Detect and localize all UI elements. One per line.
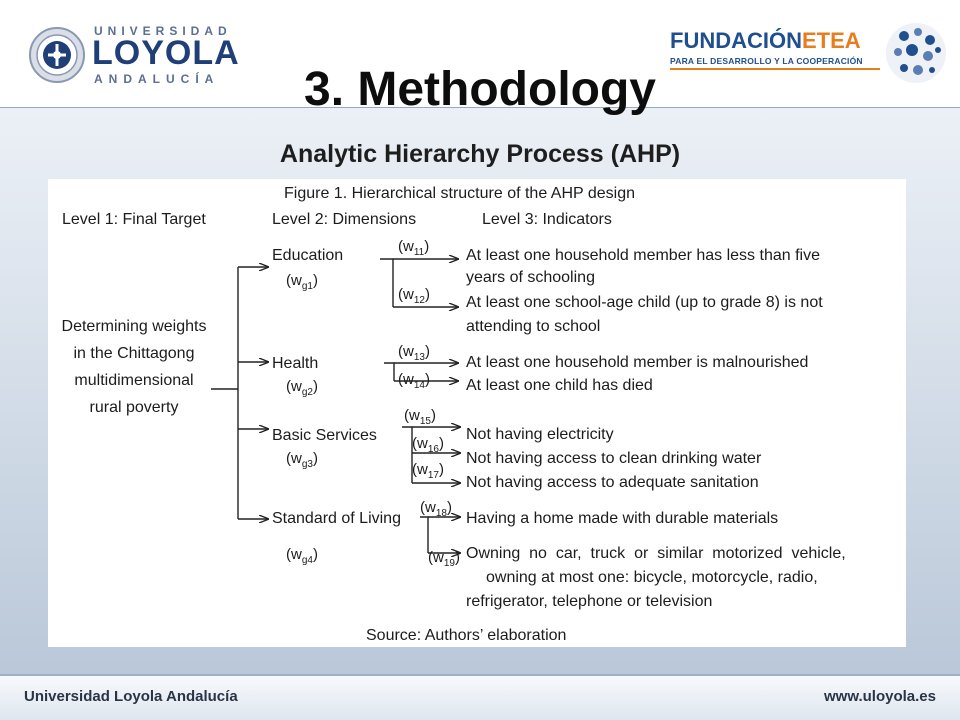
weight-subscript: 19 — [443, 558, 455, 569]
indicator-weight: $(w_{19})$ — [428, 549, 460, 569]
weight-symbol: w — [403, 371, 414, 388]
weight-subscript: 13 — [413, 352, 425, 363]
loyola-bottom-text: ANDALUCÍA — [94, 72, 220, 86]
weight-symbol: w — [291, 546, 302, 563]
footer-website-link[interactable]: www.uloyola.es — [824, 688, 936, 705]
weight-subscript: g1 — [301, 281, 313, 292]
weight-subscript: 15 — [419, 416, 431, 427]
weight-symbol: w — [403, 286, 414, 303]
etea-sub-text: PARA EL DESARROLLO Y LA COOPERACIÓN — [670, 56, 863, 66]
weight-subscript: 16 — [427, 444, 439, 455]
weight-symbol: w — [403, 238, 414, 255]
weight-subscript: 11 — [413, 247, 425, 258]
figure-caption: Figure 1. Hierarchical structure of the AHP design — [284, 185, 635, 202]
weight-subscript: 18 — [435, 508, 447, 519]
indicator-weight: $(w_{11})$ — [398, 238, 430, 258]
indicator-text: At least one household member has less than five — [466, 247, 820, 264]
indicator-weight: $(w_{15})$ — [404, 407, 436, 427]
weight-subscript: 12 — [413, 295, 425, 306]
figure-source: Source: Authors’ elaboration — [366, 627, 567, 644]
etea-main-part1: FUNDACIÓN — [670, 28, 802, 53]
dimension-weight: $(w_{g2})$ — [286, 378, 318, 398]
weight-symbol: w — [417, 461, 428, 478]
dimension-weight: $(w_{g3})$ — [286, 450, 318, 470]
weight-subscript: g4 — [301, 555, 313, 566]
weight-symbol: w — [433, 549, 444, 566]
dimension-name: Health — [272, 355, 319, 372]
footer-university: Universidad Loyola Andalucía — [24, 688, 238, 705]
indicator-text: years of schooling — [466, 269, 595, 286]
indicator-text: At least one household member is malnourished — [466, 354, 809, 371]
indicator-text: Having a home made with durable materials — [466, 510, 779, 527]
ahp-figure — [48, 179, 906, 647]
loyola-top-text: UNIVERSIDAD — [94, 24, 232, 38]
indicator-text: owning at most one: bicycle, motorcycle, radio, — [486, 569, 818, 586]
indicator-weight: $(w_{17})$ — [412, 461, 444, 481]
level3-header: Level 3: Indicators — [482, 211, 612, 228]
weight-symbol: w — [409, 407, 420, 424]
indicator-text: Not having electricity — [466, 426, 614, 443]
indicator-weight: $(w_{12})$ — [398, 286, 430, 306]
slide-footer — [0, 674, 960, 720]
final-target: Determining weights in the Chittagong multidimensional rural poverty — [61, 318, 207, 416]
indicator-text: attending to school — [466, 318, 601, 335]
level2-header: Level 2: Dimensions — [272, 211, 417, 228]
weight-subscript: 17 — [427, 470, 439, 481]
level1-header: Level 1: Final Target — [62, 211, 206, 228]
dimension-name: Education — [272, 247, 344, 264]
indicator-weight: $(w_{18})$ — [420, 499, 452, 519]
indicator-text: At least one child has died — [466, 377, 653, 394]
indicator-text: Not having access to clean drinking water — [466, 450, 762, 467]
indicator-text: Not having access to adequate sanitation — [466, 474, 759, 491]
indicator-weight: $(w_{13})$ — [398, 343, 430, 363]
indicator-weight: $(w_{14})$ — [398, 371, 430, 391]
dimension-weight: $(w_{g1})$ — [286, 272, 318, 292]
weight-symbol: w — [291, 450, 302, 467]
weight-symbol: w — [291, 272, 302, 289]
weight-subscript: g2 — [301, 387, 313, 398]
dimension-name: Standard of Living — [272, 510, 401, 527]
weight-symbol: w — [403, 343, 414, 360]
dimension-weight: $(w_{g4})$ — [286, 546, 318, 566]
loyola-main-text: LOYOLA — [92, 34, 240, 72]
dimension-name: Basic Services — [272, 427, 377, 444]
page-title: 3. Methodology — [304, 63, 656, 116]
weight-symbol: w — [291, 378, 302, 395]
weight-symbol: w — [425, 499, 436, 516]
indicator-text: At least one school-age child (up to grade 8) is not — [466, 294, 823, 311]
indicator-text: refrigerator, telephone or television — [466, 593, 713, 610]
weight-subscript: 14 — [413, 380, 425, 391]
weight-subscript: g3 — [301, 459, 313, 470]
etea-main-text — [670, 28, 861, 54]
page-subtitle: Analytic Hierarchy Process (AHP) — [279, 140, 681, 168]
indicator-weight: $(w_{16})$ — [412, 435, 444, 455]
indicator-text: Owning no car, truck or similar motorized vehicle, — [466, 545, 846, 562]
weight-symbol: w — [417, 435, 428, 452]
level1-connector — [211, 267, 268, 519]
etea-main-part2: ETEA — [802, 28, 861, 53]
